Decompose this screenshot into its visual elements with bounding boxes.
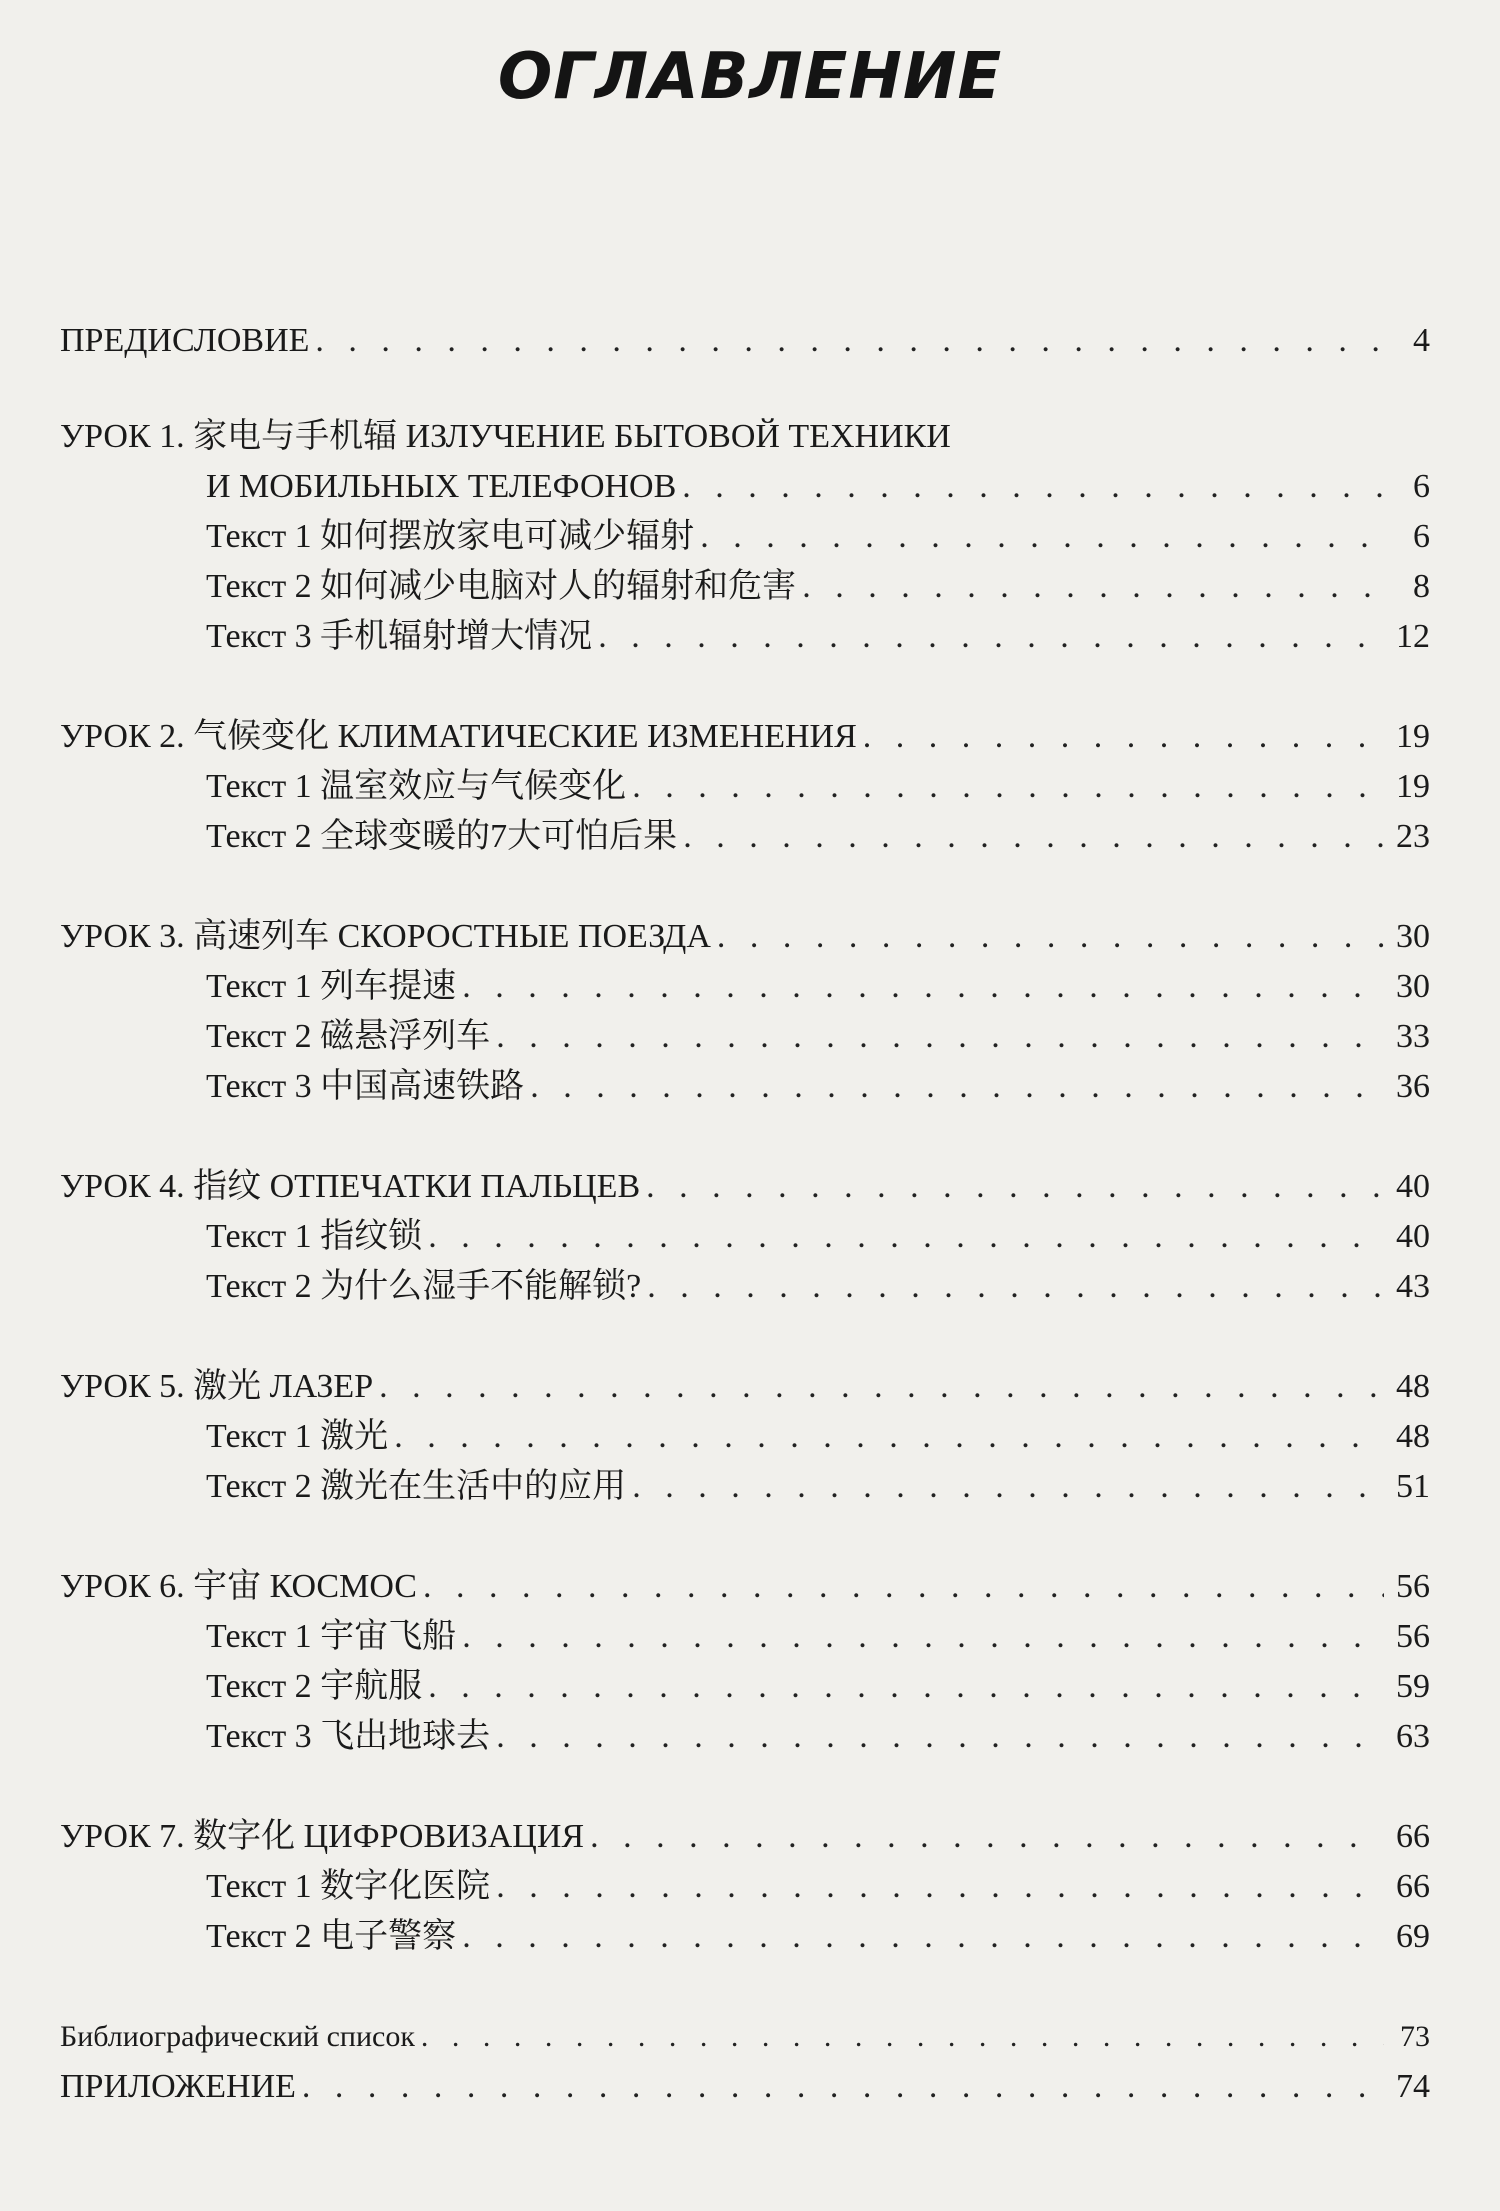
toc-entry-label: УРОК 2. 气候变化 КЛИМАТИЧЕСКИЕ ИЗМЕНЕНИЯ [60, 718, 857, 755]
toc-entry-label: Текст 2 宇航服 [206, 1668, 423, 1705]
toc-leader-dots [496, 1712, 1384, 1762]
toc-entry-page: 4 [1413, 322, 1430, 359]
toc-leader-dots [496, 1862, 1384, 1912]
toc-entry-label: Библиографический список [60, 2020, 415, 2053]
toc-entry[interactable] [60, 316, 1430, 366]
toc-entry-page: 63 [1396, 1718, 1430, 1755]
toc-leader-dots [632, 1462, 1384, 1512]
toc-leader-dots [315, 316, 1384, 366]
toc-entry[interactable] [60, 912, 1430, 962]
toc-entry[interactable] [60, 1362, 1430, 1412]
toc-entry-page: 30 [1396, 918, 1430, 955]
toc-leader-dots [462, 962, 1384, 1012]
toc-entry-label: Текст 2 电子警察 [206, 1918, 457, 1955]
toc-entry-label: УРОК 5. 激光 ЛАЗЕР [60, 1368, 374, 1405]
toc-entry-page: 69 [1396, 1918, 1430, 1955]
toc-entry[interactable] [206, 1712, 1430, 1762]
toc-entry-page: 6 [1413, 468, 1430, 505]
toc-entry-label: ПРИЛОЖЕНИЕ [60, 2068, 296, 2105]
toc-entry-page: 48 [1396, 1368, 1430, 1405]
toc-leader-dots [428, 1662, 1384, 1712]
toc-leader-dots [379, 1362, 1384, 1412]
toc-entry[interactable] [206, 1412, 1430, 1462]
toc-leader-dots [700, 512, 1384, 562]
toc-entry-label: УРОК 7. 数字化 ЦИФРОВИЗАЦИЯ [60, 1818, 585, 1855]
toc-entry[interactable] [206, 562, 1430, 612]
toc-leader-dots [428, 1212, 1384, 1262]
toc-leader-dots [683, 812, 1384, 862]
toc-entry-page: 51 [1396, 1468, 1430, 1505]
toc-entry-page: 56 [1396, 1618, 1430, 1655]
toc-entry[interactable] [206, 1912, 1430, 1962]
toc-leader-dots [394, 1412, 1384, 1462]
toc-entry[interactable] [60, 1562, 1430, 1612]
toc-entry-page: 66 [1396, 1868, 1430, 1905]
toc-entry[interactable] [60, 2062, 1430, 2112]
toc-entry-label: УРОК 1. 家电与手机辐 ИЗЛУЧЕНИЕ БЫТОВОЙ ТЕХНИКИ [60, 418, 951, 455]
toc-leader-dots [496, 1012, 1384, 1062]
toc-entry[interactable] [60, 412, 1430, 462]
toc-leader-dots [462, 1912, 1384, 1962]
toc-entry[interactable] [206, 1212, 1430, 1262]
toc-leader-dots [302, 2062, 1384, 2112]
toc-entry-label: Текст 1 指纹锁 [206, 1218, 423, 1255]
toc-entry[interactable] [206, 812, 1430, 862]
toc-entry-label: Текст 1 数字化医院 [206, 1868, 491, 1905]
toc-entry-page: 19 [1396, 768, 1430, 805]
toc-leader-dots [421, 2012, 1384, 2062]
toc-entry-label: Текст 3 飞出地球去 [206, 1718, 491, 1755]
toc-entry[interactable] [206, 612, 1430, 662]
toc-entry[interactable] [206, 512, 1430, 562]
toc-entry-label: УРОК 3. 高速列车 СКОРОСТНЫЕ ПОЕЗДА [60, 918, 711, 955]
toc-entry-label: УРОК 6. 宇宙 КОСМОС [60, 1568, 417, 1605]
toc-entry-page: 8 [1413, 568, 1430, 605]
toc-entry[interactable] [206, 1012, 1430, 1062]
toc-entry[interactable] [206, 1462, 1430, 1512]
toc-entry-page: 56 [1396, 1568, 1430, 1605]
toc-entry-page: 43 [1396, 1268, 1430, 1305]
toc-entry-page: 73 [1400, 2020, 1430, 2053]
toc-leader-dots [802, 562, 1384, 612]
toc-leader-dots [462, 1612, 1384, 1662]
toc-entry[interactable] [206, 1062, 1430, 1112]
toc-entry-label: Текст 1 激光 [206, 1418, 389, 1455]
toc-leader-dots [647, 1262, 1384, 1312]
toc-entry-page: 6 [1413, 518, 1430, 555]
toc-entry-page: 12 [1396, 618, 1430, 655]
toc-entry[interactable] [206, 762, 1430, 812]
toc-entry-page: 66 [1396, 1818, 1430, 1855]
toc-entry-label: ПРЕДИСЛОВИЕ [60, 322, 310, 359]
toc-entry-page: 48 [1396, 1418, 1430, 1455]
toc-entry-label: Текст 2 全球变暖的7大可怕后果 [206, 818, 678, 855]
toc-entry-label: Текст 3 手机辐射增大情况 [206, 618, 593, 655]
toc-entry-page: 36 [1396, 1068, 1430, 1105]
toc-entry[interactable] [60, 2012, 1430, 2062]
toc-entry[interactable] [60, 1812, 1430, 1862]
toc-entry-label: И МОБИЛЬНЫХ ТЕЛЕФОНОВ [206, 468, 677, 505]
toc-entry-page: 74 [1396, 2068, 1430, 2105]
toc-entry[interactable] [206, 1862, 1430, 1912]
toc-entry-label: Текст 2 磁悬浮列车 [206, 1018, 491, 1055]
toc-entry-page: 40 [1396, 1168, 1430, 1205]
toc-entry-label: Текст 1 温室效应与气候变化 [206, 768, 627, 805]
toc-entry-label: Текст 2 如何减少电脑对人的辐射和危害 [206, 568, 797, 605]
toc-leader-dots [863, 712, 1384, 762]
toc-entry-label: Текст 2 激光在生活中的应用 [206, 1468, 627, 1505]
toc-entry[interactable] [206, 962, 1430, 1012]
toc-leader-dots [632, 762, 1384, 812]
toc-entry-page: 19 [1396, 718, 1430, 755]
toc-entry-page: 59 [1396, 1668, 1430, 1705]
toc-entry-label: Текст 1 列车提速 [206, 968, 457, 1005]
toc-entry-label: Текст 3 中国高速铁路 [206, 1068, 525, 1105]
toc-entry[interactable] [60, 1162, 1430, 1212]
toc-entry[interactable] [206, 1612, 1430, 1662]
toc-leader-dots [717, 912, 1384, 962]
toc-entry[interactable] [206, 1662, 1430, 1712]
toc-entry-page: 33 [1396, 1018, 1430, 1055]
toc-leader-dots [598, 612, 1384, 662]
toc-entry-page: 30 [1396, 968, 1430, 1005]
toc-leader-dots [682, 462, 1384, 512]
toc-leader-dots [423, 1562, 1384, 1612]
toc-entry-page: 40 [1396, 1218, 1430, 1255]
toc-entry-label: УРОК 4. 指纹 ОТПЕЧАТКИ ПАЛЬЦЕВ [60, 1168, 641, 1205]
toc-entry-label: Текст 2 为什么湿手不能解锁? [206, 1268, 642, 1305]
toc-entry-page: 23 [1396, 818, 1430, 855]
toc-leader-dots [530, 1062, 1384, 1112]
toc-entry[interactable] [60, 712, 1430, 762]
toc-entry[interactable] [206, 1262, 1430, 1312]
page-title: ОГЛАВЛЕНИЕ [497, 40, 1003, 114]
toc-entry[interactable] [206, 462, 1430, 512]
toc-leader-dots [590, 1812, 1384, 1862]
toc-leader-dots [646, 1162, 1384, 1212]
toc-entry-label: Текст 1 如何摆放家电可减少辐射 [206, 518, 695, 555]
toc-entry-label: Текст 1 宇宙飞船 [206, 1618, 457, 1655]
